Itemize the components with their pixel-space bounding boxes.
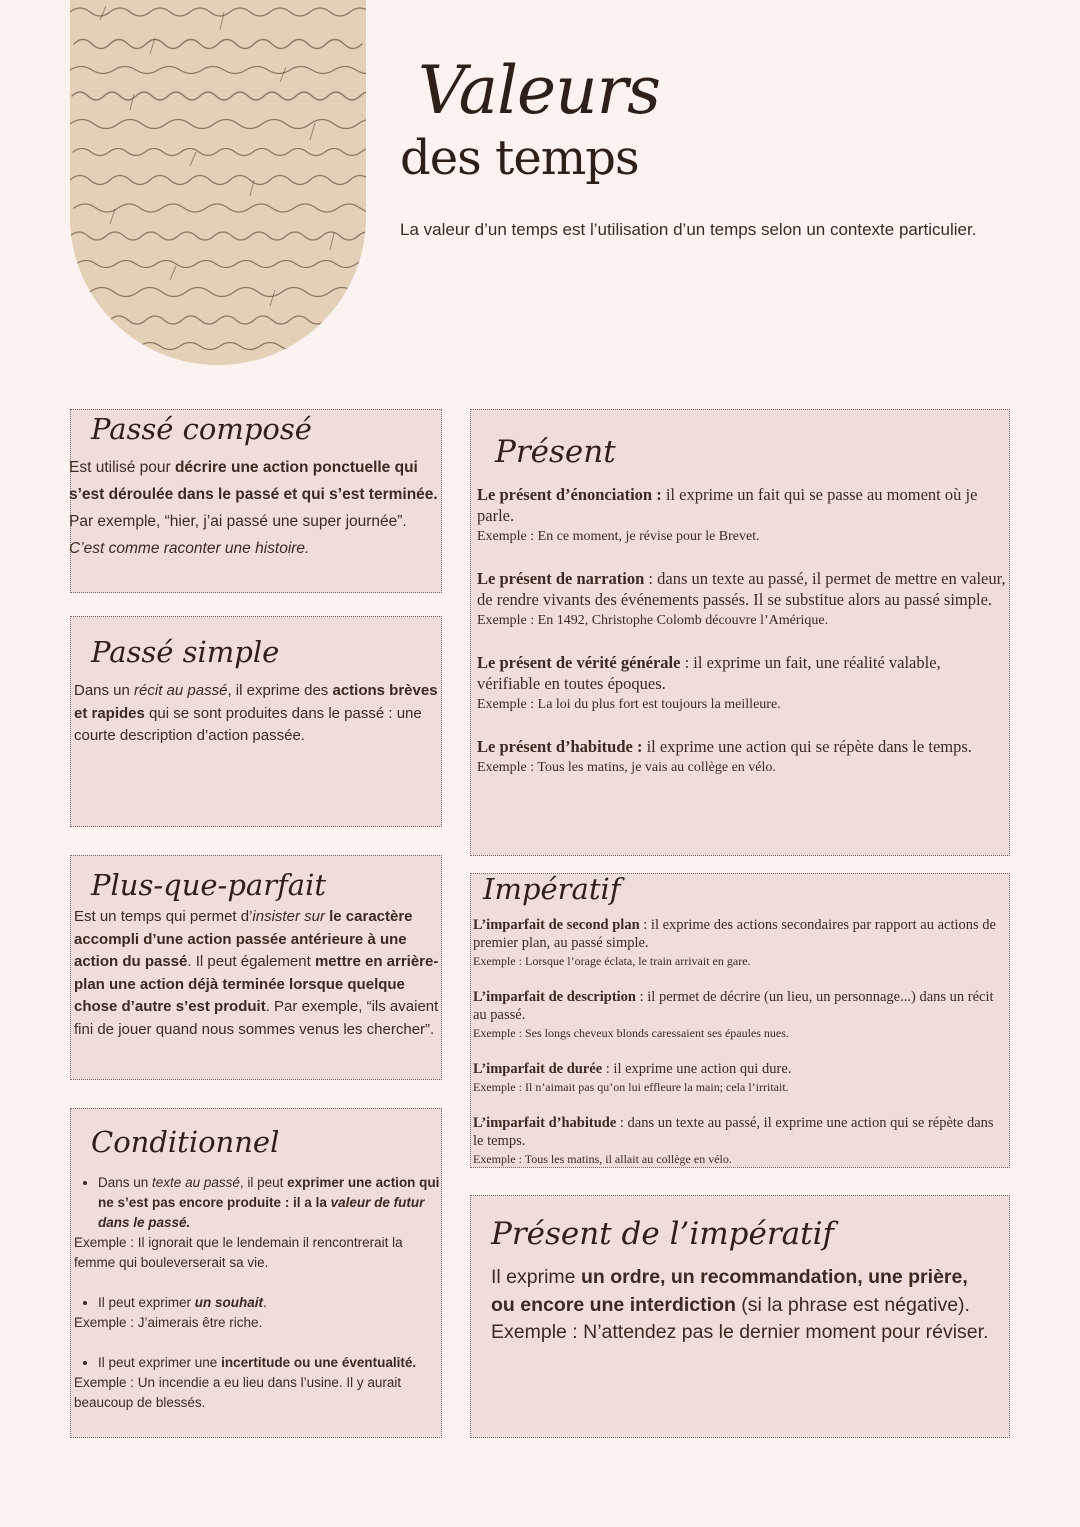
- text-span: Il exprime: [491, 1266, 581, 1288]
- text-span: (si la phrase est négative).: [735, 1293, 970, 1316]
- text-span: . Par exemple, “ils avaient fini de jouer quand nous sommes venus les chercher”.: [74, 998, 439, 1038]
- description: : il exprime un fait, une réalité valable, vérifiable en toutes époques.: [477, 653, 941, 693]
- text-span: Est un temps qui permet d’: [74, 908, 253, 925]
- description: : il exprime une action qui dure.: [602, 1061, 792, 1077]
- passe-compose-text: [69, 454, 439, 562]
- definition: [477, 568, 1007, 610]
- example-text: Exemple : En ce moment, je révise pour le Brevet.: [477, 529, 760, 544]
- conditionnel-list: [74, 1293, 444, 1313]
- text-span: qui se sont produites dans le passé : une courte description d’action passée.: [74, 704, 422, 744]
- definition: [477, 652, 1007, 694]
- text-italic: récit au passé: [134, 682, 228, 699]
- conditionnel-title: Conditionnel: [91, 1125, 280, 1159]
- text-span: Il peut exprimer une: [98, 1355, 222, 1370]
- passe-simple-card: [70, 616, 442, 827]
- text-bold: le caractère accompli d’une action passée antérieure à une action du passé: [74, 908, 413, 970]
- term: L’imparfait d’habitude: [473, 1115, 617, 1131]
- imparfait-card: [470, 873, 1010, 1168]
- example-text: Exemple : La loi du plus fort est toujours la meilleure.: [477, 697, 781, 712]
- list-item: [98, 1173, 444, 1233]
- text-bold: : il a la: [281, 1195, 331, 1210]
- conditionnel-card: [70, 1108, 442, 1438]
- example-text: Exemple : Lorsque l’orage éclata, le train arrivait en gare.: [473, 954, 751, 968]
- definition: [473, 1060, 1003, 1078]
- text-bold: décrire une action ponctuelle qui s’est déroulée dans le passé et qui s’est terminée.: [69, 459, 438, 503]
- term: Le présent d’énonciation :: [477, 485, 662, 504]
- present-imperatif-title: Présent de l’impératif: [491, 1216, 835, 1252]
- text-bold: incertitude ou une éventualité.: [221, 1355, 417, 1370]
- example-text: Exemple : Il ignorait que le lendemain il rencontrerait la femme qui bouleverserait sa vie.: [74, 1235, 403, 1270]
- definition: [477, 736, 1007, 757]
- text-bold: un ordre, un recommandation, une prière, ou encore une interdiction: [491, 1266, 968, 1316]
- text-span: Par exemple, “hier, j’ai passé une super journée”.: [69, 513, 407, 530]
- page-title-line2: des temps: [400, 130, 639, 186]
- text-bold-italic: valeur de futur dans le passé.: [98, 1195, 425, 1230]
- text-span: Dans un: [74, 682, 135, 699]
- intro-text: La valeur d’un temps est l’utilisation d’un temps selon un contexte particulier.: [400, 220, 977, 239]
- description: : dans un texte au passé, il permet de mettre en valeur, de rendre vivants des événements passés. Il se substitue alors au passé simple.: [477, 569, 1006, 609]
- text-bold-italic: un souhait: [194, 1295, 264, 1310]
- example-text: Exemple : En 1492, Christophe Colomb découvre l’Amérique.: [477, 613, 829, 628]
- text-span: . Il peut également: [187, 953, 315, 970]
- text-bold: exprimer une action qui ne s’est pas encore produite: [98, 1175, 440, 1210]
- description: il exprime un fait qui se passe au moment où je parle.: [477, 485, 978, 525]
- present-imperatif-content: [491, 1264, 991, 1347]
- term: Le présent de narration: [477, 569, 645, 588]
- example-text: Exemple : Tous les matins, je vais au collège en vélo.: [477, 760, 776, 775]
- example-text: Exemple : Ses longs cheveux blonds caressaient ses épaules nues.: [473, 1026, 789, 1040]
- text-italic: texte au passé: [152, 1175, 240, 1190]
- term: L’imparfait de second plan: [473, 917, 640, 933]
- term: Le présent d’habitude :: [477, 737, 643, 756]
- example-text: Exemple : Il n’aimait pas qu’on lui effleure la main; cela l’irritait.: [473, 1080, 789, 1094]
- plus-que-parfait-card: [70, 855, 442, 1080]
- present-imperatif-card: [470, 1195, 1010, 1438]
- imparfait-content: [473, 916, 1003, 1168]
- description: il exprime une action qui se répète dans le temps.: [642, 737, 972, 756]
- text-span: Dans un: [98, 1175, 153, 1190]
- term: Le présent de vérité générale: [477, 653, 681, 672]
- description: : il permet de décrire (un lieu, un personnage...) dans un récit au passé.: [473, 989, 994, 1023]
- conditionnel-list: [74, 1173, 444, 1233]
- definition: [477, 484, 1007, 526]
- text-bold: mettre en arrière-plan une action déjà terminée lorsque quelque chose d’autre s’est produit: [74, 953, 439, 1015]
- present-content: [477, 484, 1007, 799]
- text-span: .: [263, 1295, 267, 1310]
- handwriting-texture: [70, 0, 366, 365]
- plus-que-parfait-title: Plus-que-parfait: [91, 868, 327, 902]
- text-span: Est utilisé pour: [69, 459, 175, 476]
- plus-que-parfait-text: [74, 906, 440, 1041]
- text-italic: insister sur: [252, 908, 325, 925]
- passe-simple-text: [74, 680, 440, 748]
- present-card: [470, 409, 1010, 856]
- present-title: Présent: [495, 434, 616, 470]
- definition: [491, 1264, 991, 1319]
- definition: [473, 1114, 1003, 1150]
- description: : il exprime des actions secondaires par rapport au actions de premier plan, au passé simple.: [473, 917, 996, 951]
- conditionnel-content: [74, 1173, 444, 1413]
- conditionnel-list: [74, 1353, 444, 1373]
- example-text: Exemple : Tous les matins, il allait au collège en vélo.: [473, 1152, 732, 1166]
- example-text: Exemple : Un incendie a eu lieu dans l’usine. Il y aurait beaucoup de blessés.: [74, 1375, 402, 1410]
- list-item: [98, 1293, 444, 1313]
- example-text: Exemple : N’attendez pas le dernier moment pour réviser.: [491, 1321, 989, 1343]
- passe-compose-card: [70, 409, 442, 593]
- definition: [473, 916, 1003, 952]
- description: : dans un texte au passé, il exprime une action qui se répète dans le temps.: [473, 1115, 994, 1149]
- passe-simple-title: Passé simple: [91, 635, 280, 669]
- text-span: , il exprime des: [227, 682, 333, 699]
- definition: [473, 988, 1003, 1024]
- imparfait-title: Impératif: [483, 872, 621, 906]
- text-bold: actions brèves et rapides: [74, 682, 438, 722]
- term: L’imparfait de durée: [473, 1061, 603, 1077]
- text-italic: C’est comme raconter une histoire.: [69, 540, 310, 557]
- passe-compose-title: Passé composé: [91, 412, 312, 446]
- list-item: [98, 1353, 444, 1373]
- page-title-line1: Valeurs: [418, 52, 661, 129]
- text-span: , il peut: [239, 1175, 288, 1190]
- term: L’imparfait de description: [473, 989, 636, 1005]
- example-text: Exemple : J’aimerais être riche.: [74, 1315, 263, 1330]
- handwriting-image: [70, 0, 366, 365]
- text-span: Il peut exprimer: [98, 1295, 195, 1310]
